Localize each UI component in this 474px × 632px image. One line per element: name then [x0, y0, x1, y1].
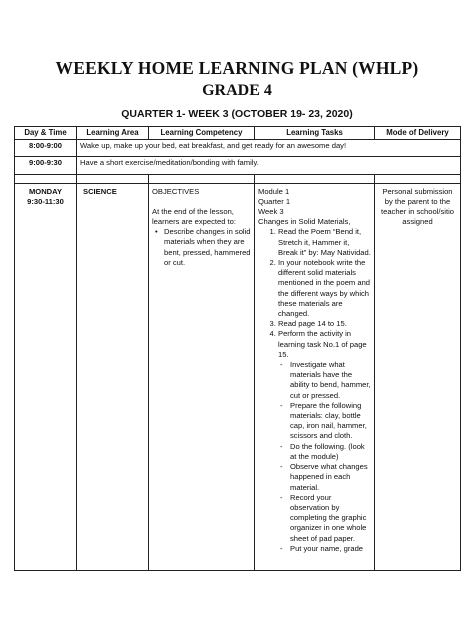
spacer-row [15, 174, 461, 183]
list-item: - Put your name, grade [290, 544, 371, 554]
learning-competency-cell [149, 183, 255, 570]
topic-label: Changes in Solid Materials, [258, 217, 351, 227]
objectives-list [152, 227, 251, 268]
quarter-heading: QUARTER 1- WEEK 3 (OCTOBER 19- 23, 2020) [121, 108, 353, 120]
routine-activity: Wake up, make up your bed, eat breakfast, and get ready for an awesome day! [77, 140, 461, 157]
table-header-row [15, 127, 461, 140]
list-item: 2. In your notebook write the different solid materials mentioned in the poem and the different ways by which these materials are changed. [278, 258, 371, 319]
time-label: 9:30-11:30 [27, 196, 64, 206]
list-item: • Describe changes in solid materials when they are bent, pressed, hammered or cut. [164, 227, 251, 268]
list-item: - Do the following. (look at the module) [290, 442, 371, 462]
column-header-learning-competency: Learning Competency [149, 127, 255, 140]
mode-of-delivery-cell: Personal submission by the parent to the teacher in school/sitio assigned [375, 183, 461, 570]
week-label: Week 3 [258, 207, 284, 217]
table-row [15, 183, 461, 570]
list-item: - Investigate what materials have the ability to bend, hammer, cut or pressed. [290, 360, 371, 401]
list-item: - Record your observation by completing the graphic organizer in one whole sheet of pad paper. [290, 493, 371, 544]
quarter-label: Quarter 1 [258, 196, 291, 206]
list-item: 3. Read page 14 to 15. [278, 319, 371, 329]
routine-activity: Have a short exercise/meditation/bonding with family. [77, 157, 461, 174]
learning-tasks-cell [255, 183, 375, 570]
learning-area-cell: SCIENCE [77, 183, 149, 570]
list-item [278, 329, 371, 553]
column-header-day-time: Day & Time [15, 127, 77, 140]
column-header-mode-of-delivery: Mode of Delivery [375, 127, 461, 140]
list-item: - Prepare the following materials: clay, bottle cap, iron nail, hammer, scissors and cloth. [290, 401, 371, 442]
column-header-learning-area: Learning Area [77, 127, 149, 140]
module-label: Module 1 [258, 186, 290, 196]
learning-plan-table [14, 126, 461, 571]
objectives-heading: OBJECTIVES [152, 186, 200, 196]
day-label: MONDAY [28, 186, 63, 196]
list-item: - Observe what changes happened in each material. [290, 462, 371, 493]
document-title: WEEKLY HOME LEARNING PLAN (WHLP) [55, 58, 419, 78]
routine-time: 9:00-9:30 [15, 157, 77, 174]
table-row [15, 140, 461, 157]
objectives-intro: At the end of the lesson, learners are expected to: [152, 206, 237, 227]
column-header-learning-tasks: Learning Tasks [255, 127, 375, 140]
step-text: Perform the activity in learning task No.1 of page 15. [278, 329, 367, 359]
sub-steps [278, 360, 371, 554]
task-steps [258, 227, 371, 554]
list-item: 1. Read the Poem “Bend it, Stretch it, Hammer it, Break it” by: May Natividad. [278, 227, 371, 258]
routine-time: 8:00-9:00 [15, 140, 77, 157]
grade-heading: GRADE 4 [202, 82, 272, 99]
table-row [15, 157, 461, 174]
day-time-cell [15, 183, 77, 570]
